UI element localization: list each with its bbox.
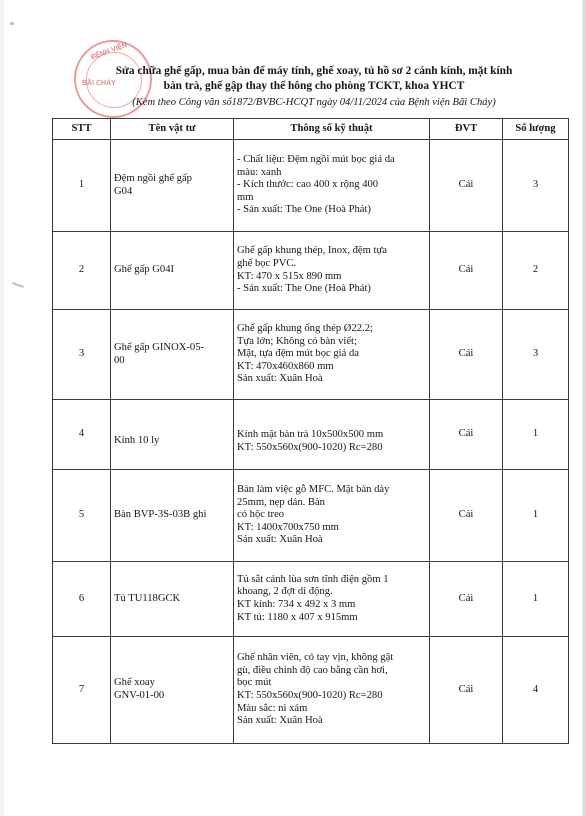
cell-spec-line: Bàn làm việc gỗ MFC. Mặt bàn dày <box>237 484 390 496</box>
cell-quantity: 4 <box>503 637 569 744</box>
cell-quantity: 3 <box>503 310 569 400</box>
cell-spec-line: Mặt, tựa đệm mút bọc giả da <box>237 348 359 360</box>
page-edge-shadow <box>582 0 586 816</box>
cell-unit: Cái <box>430 140 503 232</box>
document-page <box>4 0 582 816</box>
table-header-row <box>53 119 569 140</box>
cell-spec-line: - Sản xuất: The One (Hoà Phát) <box>237 204 371 216</box>
table-row <box>53 562 569 637</box>
cell-stt: 3 <box>53 310 111 400</box>
table-row <box>53 400 569 470</box>
cell-name-line: Tủ TU118GCK <box>114 592 181 604</box>
cell-spec-line: Ghế gấp khung thép, Inox, đệm tựa <box>237 245 387 257</box>
stamp-text-top: BỆNH VIỆN <box>89 41 129 62</box>
table-row <box>53 140 569 232</box>
header-spec: Thông số kỹ thuật <box>234 119 430 140</box>
cell-spec-line: Màu sắc: ni xám <box>237 702 308 714</box>
header-unit: ĐVT <box>430 119 503 140</box>
cell-spec-line: Tủ sắt cánh lùa sơn tĩnh điện gồm 1 <box>237 573 389 585</box>
cell-stt: 2 <box>53 232 111 310</box>
cell-name <box>111 232 234 310</box>
table-row <box>53 637 569 744</box>
cell-spec-line: Tựa lớn; Không có bàn viết; <box>237 335 357 347</box>
cell-spec-line: gù, điều chỉnh độ cao bằng cần hơi, <box>237 664 388 676</box>
cell-spec-line: màu: xanh <box>237 166 282 178</box>
cell-name-line: Ghế xoay <box>114 677 155 689</box>
cell-name-line: 00 <box>114 354 125 366</box>
table-row <box>53 310 569 400</box>
cell-spec-line: Sản xuất: Xuân Hoà <box>237 715 323 727</box>
cell-spec-line: KT: 470 x 515x 890 mm <box>237 270 342 282</box>
cell-name-line: Ghế gấp G04I <box>114 264 175 276</box>
stamp-text-mid: BÃI CHÁY <box>82 80 116 87</box>
cell-name-line: GNV-01-00 <box>114 690 165 701</box>
cell-spec-line: ghế bọc PVC. <box>237 257 297 269</box>
cell-spec-line: KT tủ: 1180 x 407 x 915mm <box>237 611 358 623</box>
cell-stt: 1 <box>53 140 111 232</box>
cell-spec-line: - Chất liệu: Đệm ngồi mút bọc giả da <box>237 154 395 166</box>
cell-spec-line: khoang, 2 đợt di động. <box>237 586 333 598</box>
cell-unit: Cái <box>430 637 503 744</box>
cell-unit: Cái <box>430 232 503 310</box>
cell-spec-line: có hộc treo <box>237 509 285 521</box>
cell-quantity: 3 <box>503 140 569 232</box>
cell-spec-line: mm <box>237 191 254 203</box>
materials-table <box>52 118 569 744</box>
cell-spec <box>234 637 430 744</box>
cell-spec-line: 25mm, nẹp dán. Bàn <box>237 496 325 508</box>
cell-quantity: 2 <box>503 232 569 310</box>
cell-quantity: 1 <box>503 562 569 637</box>
cell-spec-line: KT: 470x460x860 mm <box>237 360 334 372</box>
cell-unit: Cái <box>430 562 503 637</box>
cell-spec <box>234 140 430 232</box>
cell-stt: 5 <box>53 470 111 562</box>
cell-name <box>111 637 234 744</box>
cell-spec-line: bọc mút <box>237 677 272 689</box>
cell-spec-line: Ghế gấp khung ống thép Ø22.2; <box>237 323 373 335</box>
cell-name <box>111 310 234 400</box>
cell-spec <box>234 470 430 562</box>
cell-spec <box>234 562 430 637</box>
document-title-line-1: Sửa chữa ghế gấp, mua bàn để máy tính, ghế xoay, tủ hồ sơ 2 cánh kính, mặt kính <box>115 65 513 77</box>
scan-mark-left <box>12 282 24 288</box>
table-row <box>53 232 569 310</box>
cell-stt: 7 <box>53 637 111 744</box>
cell-spec-line: Sản xuất: Xuân Hoà <box>237 373 323 385</box>
cell-unit: Cái <box>430 400 503 470</box>
cell-name <box>111 470 234 562</box>
cell-spec <box>234 232 430 310</box>
cell-spec-line: KT kính: 734 x 492 x 3 mm <box>237 599 356 610</box>
header-name: Tên vật tư <box>111 119 234 140</box>
cell-spec-line: Ghế nhân viên, có tay vịn, không gật <box>237 652 394 664</box>
cell-spec-line: KT: 550x560x(900-1020) Rc=280 <box>237 441 383 453</box>
cell-name-line: Bàn BVP-3S-03B ghi <box>114 509 207 521</box>
document-title-line-2: bàn trà, ghế gập thay thế hông cho phòng TCKT, khoa YHCT <box>163 80 465 92</box>
header-quantity: Số lượng <box>503 119 569 140</box>
cell-quantity: 1 <box>503 470 569 562</box>
cell-spec-line: Sản xuất: Xuân Hoà <box>237 534 323 546</box>
header-stt: STT <box>53 119 111 140</box>
cell-spec <box>234 310 430 400</box>
cell-quantity: 1 <box>503 400 569 470</box>
cell-name-line: Kính 10 ly <box>114 435 160 447</box>
cell-stt: 6 <box>53 562 111 637</box>
table-body <box>53 140 569 744</box>
cell-name-line: Đệm ngồi ghế gấp <box>114 172 192 184</box>
cell-spec-line: KT: 1400x700x750 mm <box>237 521 339 533</box>
cell-name <box>111 562 234 637</box>
cell-spec <box>234 400 430 470</box>
cell-spec-line: - Kích thước: cao 400 x rộng 400 <box>237 179 379 191</box>
cell-spec-line: KT: 550x560x(900-1020) Rc=280 <box>237 690 383 701</box>
table-row <box>53 470 569 562</box>
cell-stt: 4 <box>53 400 111 470</box>
cell-unit: Cái <box>430 470 503 562</box>
cell-name <box>111 140 234 232</box>
scan-mark-top <box>10 22 14 25</box>
cell-spec-line: - Sản xuất: The One (Hoà Phát) <box>237 283 371 295</box>
cell-name-line: Ghế gấp GINOX-05- <box>114 341 205 353</box>
cell-name-line: G04 <box>114 185 133 197</box>
cell-spec-line: Kính mặt bàn trà 10x500x500 mm <box>237 428 384 440</box>
document-subtitle: (Kèm theo Công văn số1872/BVBC-HCQT ngày 04/11/2024 của Bệnh viện Bãi Cháy) <box>132 97 496 108</box>
cell-unit: Cái <box>430 310 503 400</box>
cell-name <box>111 400 234 470</box>
